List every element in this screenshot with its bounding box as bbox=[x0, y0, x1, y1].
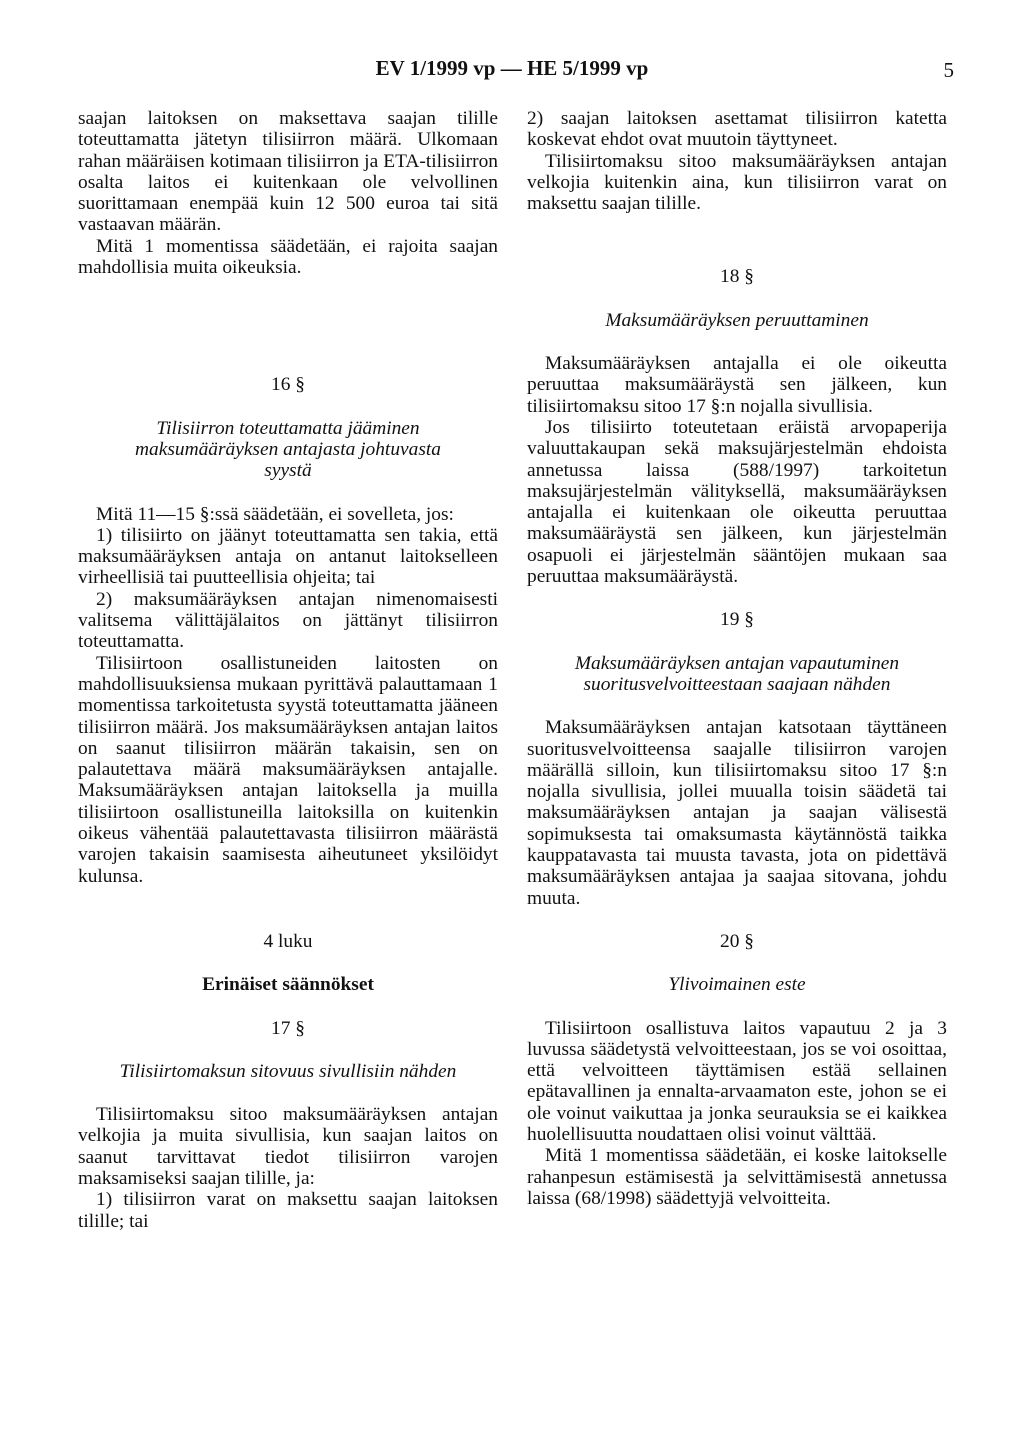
paragraph: 2) maksumääräyksen antajan nimenomaisesti valitsema välittäjälaitos on jättänyt tilisiirron toteuttamatta. bbox=[78, 588, 498, 653]
paragraph: Maksumääräyksen antajan katsotaan täyttäneen suoritusvelvoitteensa saajalle tilisiirron varojen määrällä silloin, kun tilisiirtomaksu sitoo 17 §:n nojalla sivullisia, jollei muualla toisin säädetä tai maksumääräyksen antajan ja saajan välisestä sopimuksesta tai omaksumasta käytännöstä taikka kauppatavasta tai muusta tavasta, jota on pidettävä maksumääräyksen antajaa ja saajaa sitovana, johdu muuta. bbox=[527, 717, 947, 909]
section-number-20: 20 § bbox=[720, 930, 754, 952]
running-header: EV 1/1999 vp — HE 5/1999 vp bbox=[375, 56, 649, 80]
section-number-16: 16 § bbox=[271, 374, 305, 396]
section-title-17: Tilisiirtomaksun sitovuus sivullisiin nähden bbox=[119, 1060, 457, 1082]
section-title-19-line2: suoritusvelvoitteestaan saajaan nähden bbox=[583, 673, 891, 695]
left-column bbox=[78, 108, 498, 1232]
paragraph: Maksumääräyksen antajalla ei ole oikeutta peruuttaa maksumääräystä sen jälkeen, kun tilisiirtomaksu sitoo 17 §:n nojalla sivullisia. bbox=[527, 353, 947, 417]
right-column bbox=[527, 108, 947, 1209]
paragraph: Mitä 1 momentissa säädetään, ei koske laitokselle rahanpesun estämisestä ja selvittämisestä annetussa laissa (68/1998) säädettyjä velvoitteita. bbox=[527, 1145, 947, 1209]
section-number-18: 18 § bbox=[720, 266, 754, 288]
paragraph: 1) tilisiirron varat on maksettu saajan laitoksen tilille; tai bbox=[78, 1189, 498, 1232]
chapter-title: Erinäiset säännökset bbox=[202, 974, 374, 996]
paragraph: Mitä 1 momentissa säädetään, ei rajoita saajan mahdollisia muita oikeuksia. bbox=[78, 235, 498, 279]
paragraph: Tilisiirtomaksu sitoo maksumääräyksen antajan velkojia kuitenkin aina, kun tilisiirron varat on maksettu saajan tilille. bbox=[527, 150, 947, 215]
section-title-18: Maksumääräyksen peruuttaminen bbox=[605, 309, 869, 331]
paragraph: 1) tilisiirto on jäänyt toteuttamatta sen takia, että maksumääräyksen antaja on antanut laitokselleen virheellisiä tai puutteellisia ohjeita; tai bbox=[78, 524, 498, 589]
paragraph: Jos tilisiirto toteutetaan eräistä arvopaperija valuuttakaupan sekä maksujärjestelmän ehdoista annetussa laissa (588/1997) tarkoitetun maksujärjestelmän välityksellä, maksumääräyksen antajalla ei kuitenkaan ole oikeutta peruuttaa maksumääräystä sen jälkeen, kun järjestelmän osapuoli ei järjestelmän sääntöjen mukaan saa peruuttaa maksumääräystä. bbox=[527, 416, 947, 588]
chapter-number: 4 luku bbox=[263, 930, 313, 952]
paragraph: 2) saajan laitoksen asettamat tilisiirron katetta koskevat ehdot ovat muutoin täyttyneet. bbox=[527, 108, 947, 151]
section-title-16-line1: Tilisiirron toteuttamatta jääminen bbox=[156, 417, 420, 439]
paragraph: Tilisiirtomaksu sitoo maksumääräyksen antajan velkojia ja muita sivullisia, kun saajan laitos on saanut tarvittavat tiedot tilisiirron varojen maksamiseksi saajan tilille, ja: bbox=[78, 1104, 498, 1189]
paragraph: Tilisiirtoon osallistuva laitos vapautuu 2 ja 3 luvussa säädetystä velvoitteestaan, jos se voi osoittaa, että velvoitteen täyttämisen estää sellainen epätavallinen ja ennalta-arvaamaton este, johon se ei ole voinut vaikuttaa ja jonka seurauksia se ei kaikkea huolellisuutta noudattaen olisi voinut välttää. bbox=[527, 1017, 947, 1145]
paragraph: Tilisiirtoon osallistuneiden laitosten on mahdollisuuksiensa mukaan pyrittävä palauttamaan 1 momentissa tarkoitetusta syystä toteuttamatta jääneen tilisiirron määrä. Jos maksumääräyksen antajan laitos on saanut tilisiirron määrän takaisin, sen on palautettava määrä maksumääräyksen antajalle. Maksumääräyksen antajan laitoksella ja muilla tilisiirtoon osallistuneilla laitoksilla on kuitenkin oikeus vähentää palautettavasta tilisiirron määrästä varojen takaisin saamisesta aiheutuneet yksilöidyt kulunsa. bbox=[78, 652, 498, 887]
section-title-16-line2: maksumääräyksen antajasta johtuvasta bbox=[135, 438, 441, 460]
section-title-20: Ylivoimainen este bbox=[668, 974, 806, 996]
paragraph: Mitä 11—15 §:ssä säädetään, ei sovelleta, jos: bbox=[96, 503, 454, 525]
section-title-16-line3: syystä bbox=[264, 460, 312, 482]
section-number-19: 19 § bbox=[720, 609, 754, 631]
section-title-19-line1: Maksumääräyksen antajan vapautuminen bbox=[574, 652, 900, 674]
paragraph: saajan laitoksen on maksettava saajan tilille toteuttamatta jätetyn tilisiirron määrä. Ulkomaan rahan määräisen kotimaan tilisiirron ja ETA-tilisiirron osalta laitos ei kuitenkaan ole velvollinen suorittamaan enempää kuin 12 500 euroa tai sitä vastaavan määrän. bbox=[78, 108, 498, 236]
section-number-17: 17 § bbox=[271, 1017, 305, 1039]
page-number: 5 bbox=[943, 58, 954, 82]
